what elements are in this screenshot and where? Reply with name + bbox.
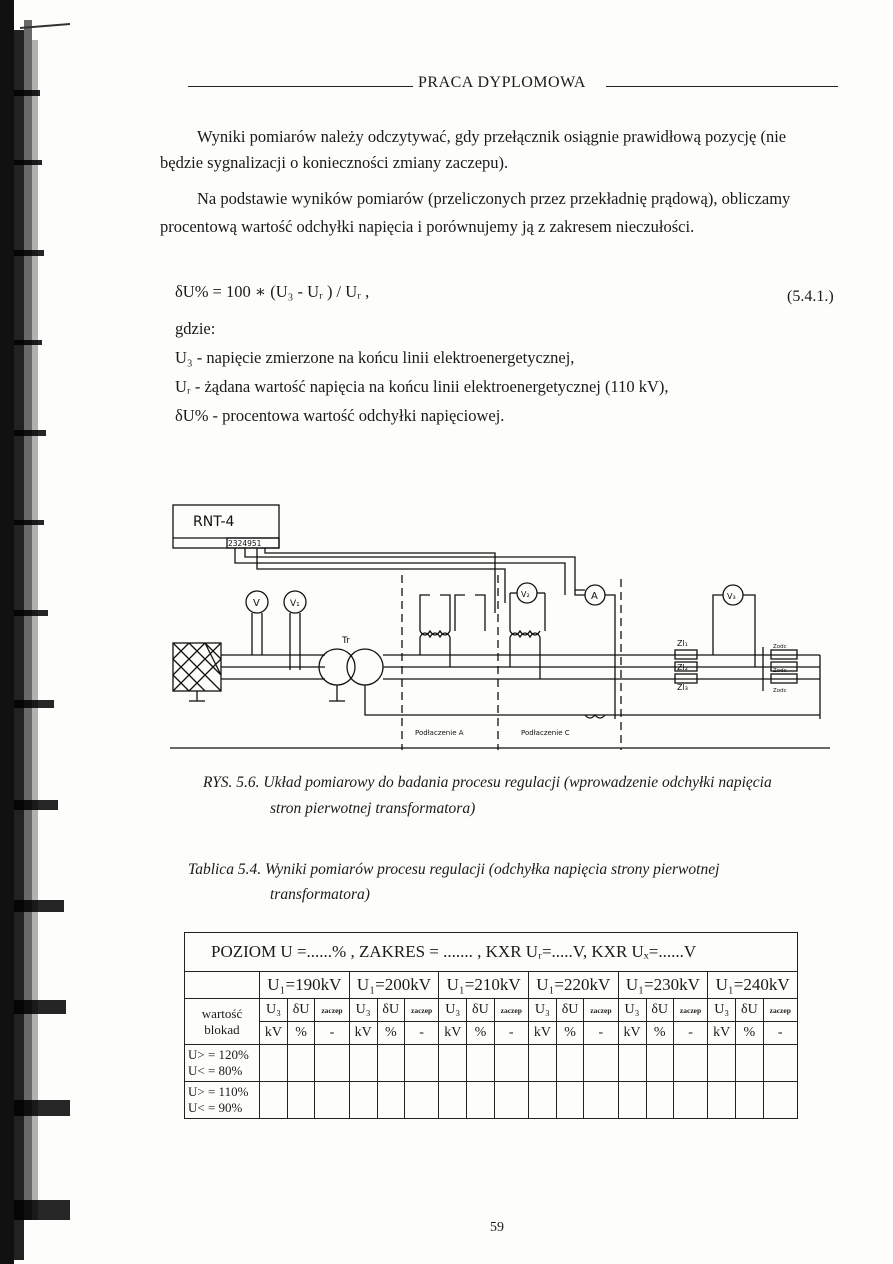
row-label-line: U< = 80% [188,1063,243,1078]
subcol-u3: U₃ [260,999,288,1022]
meter-label: V₁ [290,599,300,609]
impedance-label: Zl₁ [677,639,688,648]
table-caption-line-1: Tablica 5.4. Wyniki pomiarów procesu regulacji (odchyłka napięcia strony pierwotnej [188,861,720,878]
subcol-u3: U₃ [708,999,736,1022]
unit-kv: kV [349,1022,377,1045]
unit-percent: % [736,1022,763,1045]
subcol-du: δU [377,999,404,1022]
unit-kv: kV [260,1022,288,1045]
meter-label: V [253,598,260,609]
row-label-line: U> = 120% [188,1047,249,1062]
transformer-secondary-icon [347,649,383,685]
row-header-line: blokad [204,1021,240,1037]
transformer-label: Tr [342,636,350,646]
unit-none: - [673,1022,707,1045]
figure-caption-line-1: RYS. 5.6. Układ pomiarowy do badania procesu regulacji (wprowadzenie odchyłki napięcia [203,774,772,791]
connection-label: Podłaczenie A [415,729,464,737]
group-header: U₁=210kV [439,972,529,999]
subcol-du: δU [736,999,763,1022]
subcol-du: δU [287,999,314,1022]
subcol-du: δU [556,999,583,1022]
connection-label: Podłaczenie C [521,729,570,737]
meter-label: V₃ [727,592,736,601]
row-label-line: U< = 90% [188,1100,243,1115]
subcol-zaczep: zaczep [673,999,707,1022]
group-header: U₁=190kV [260,972,350,999]
equation-number: (5.4.1.) [787,288,834,305]
subcol-du: δU [467,999,494,1022]
measurement-circuit-diagram [165,495,835,760]
unit-none: - [763,1022,798,1045]
definition-line: gdzie: [175,319,216,338]
meter-label: V₂ [521,590,530,599]
subcol-u3: U₃ [349,999,377,1022]
unit-percent: % [287,1022,314,1045]
unit-none: - [584,1022,618,1045]
subcol-u3: U₃ [439,999,467,1022]
meter-label: A [591,591,598,602]
formula: δU% = 100 ∗ (U₃ - Uᵣ ) / Uᵣ , [175,282,370,301]
table-corner-cell [185,972,260,999]
scan-edge-shadow [0,0,70,1264]
table-row [185,1082,798,1119]
figure-caption-line-2: stron pierwotnej transformatora) [270,800,476,817]
load-label: Zodc [773,688,787,694]
unit-kv: kV [618,1022,646,1045]
subcol-zaczep: zaczep [315,999,349,1022]
impedance-label: Zl₂ [677,663,688,672]
header-title: PRACA DYPLOMOWA [418,74,586,91]
unit-kv: kV [439,1022,467,1045]
group-header: U₁=240kV [708,972,798,999]
unit-percent: % [467,1022,494,1045]
subcol-du: δU [646,999,673,1022]
subcol-zaczep: zaczep [494,999,528,1022]
table-caption-line-2: transformatora) [270,886,370,903]
table-row [185,1045,798,1082]
subcol-zaczep: zaczep [584,999,618,1022]
unit-kv: kV [708,1022,736,1045]
unit-none: - [404,1022,438,1045]
subcol-zaczep: zaczep [763,999,798,1022]
unit-percent: % [377,1022,404,1045]
running-header [188,72,838,96]
row-header-line: wartość [201,1005,243,1021]
row-header-label [185,999,260,1045]
definition-line: δU% - procentowa wartość odchyłki napięciowej. [175,406,505,425]
group-header: U₁=220kV [528,972,618,999]
device-terminals: 2324951 [228,539,262,548]
paragraph-2-line-2: procentową wartość odchyłki napięcia i porównujemy ją z zakresem nieczułości. [160,217,695,236]
unit-kv: kV [528,1022,556,1045]
device-label: RNT-4 [193,514,235,530]
definitions [175,314,669,430]
row-label-line: U> = 110% [188,1084,249,1099]
row-label [185,1045,260,1082]
definition-line: U₃ - napięcie zmierzone na końcu linii elektroenergetycznej, [175,348,575,367]
table-header: POZIOM U =......% , ZAKRES = ....... , KXR Uᵣ=.....V, KXR Uₓ=......V [185,933,798,972]
subcol-zaczep: zaczep [404,999,438,1022]
subcol-u3: U₃ [618,999,646,1022]
impedance-label: Zl₃ [677,683,688,692]
unit-none: - [315,1022,349,1045]
header-rule-right [606,86,838,87]
group-header: U₁=200kV [349,972,439,999]
unit-percent: % [646,1022,673,1045]
subcol-u3: U₃ [528,999,556,1022]
group-header: U₁=230kV [618,972,708,999]
header-rule-left [188,86,413,87]
paragraph-1-line-1: Wyniki pomiarów należy odczytywać, gdy przełącznik osiągnie prawidłową pozycję (nie [197,127,787,146]
load-label: Zodc [773,668,787,674]
load-label: Zodc [773,644,787,650]
row-label [185,1082,260,1119]
page-number: 59 [490,1220,504,1235]
results-table [184,932,798,1119]
definition-line: Uᵣ - żądana wartość napięcia na końcu linii elektroenergetycznej (110 kV), [175,377,669,396]
paragraph-2-line-1: Na podstawie wyników pomiarów (przeliczonych przez przekładnię prądową), obliczamy [197,189,791,208]
unit-percent: % [556,1022,583,1045]
unit-none: - [494,1022,528,1045]
paragraph-1-line-2: będzie sygnalizacji o konieczności zmiany zaczepu). [160,153,509,172]
